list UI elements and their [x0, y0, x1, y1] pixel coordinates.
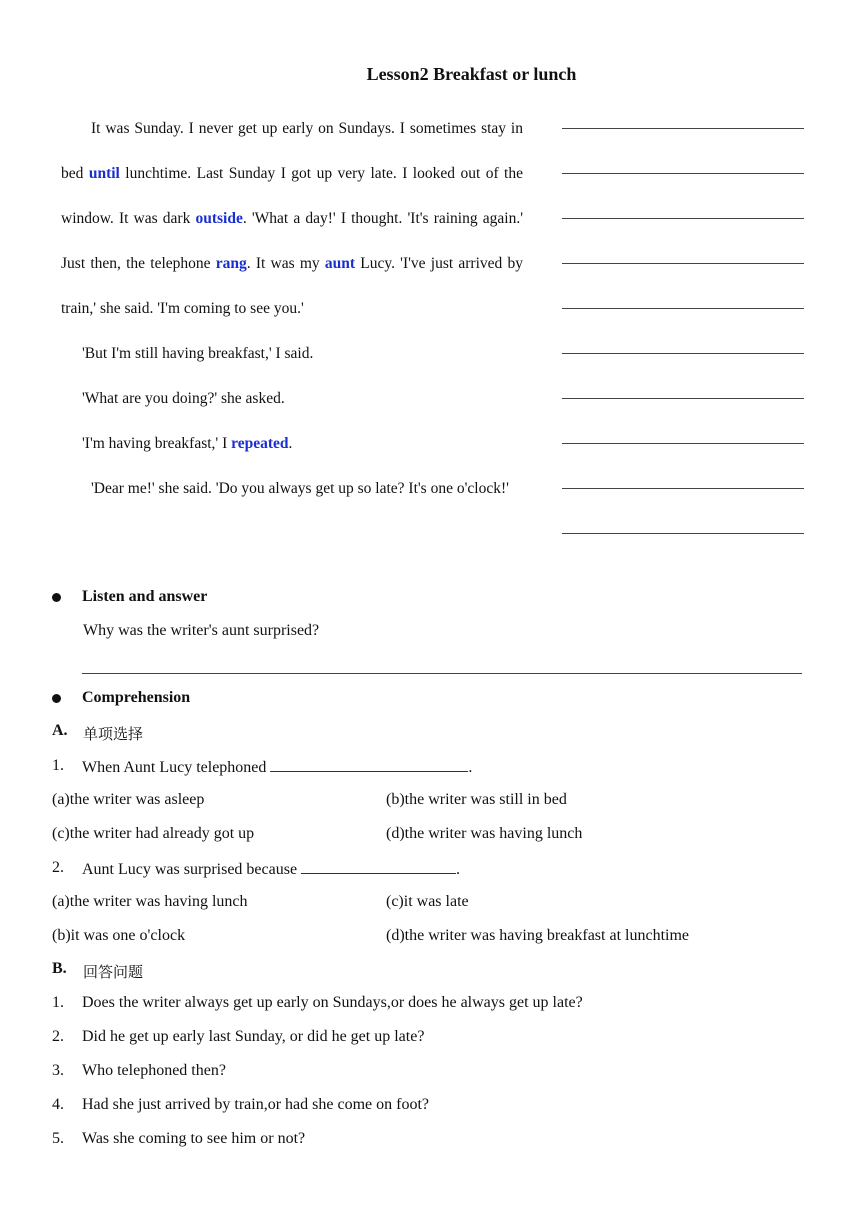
- story-paragraph-4: 'I'm having breakfast,' I repeated.: [82, 435, 293, 452]
- question-number: 4.: [52, 1096, 64, 1113]
- bullet-icon: [52, 593, 61, 602]
- bullet-icon: [52, 694, 61, 703]
- option-c[interactable]: (c)it was late: [386, 893, 469, 910]
- keyword-rang: rang: [215, 255, 247, 272]
- option-b[interactable]: (b)it was one o'clock: [52, 927, 186, 944]
- answer-line[interactable]: [562, 129, 804, 174]
- story-paragraph-5: 'Dear me!' she said. 'Do you always get up so late? It's one o'clock!': [91, 480, 509, 497]
- mc-question-1: When Aunt Lucy telephoned .: [82, 759, 473, 776]
- option-a[interactable]: (a)the writer was having lunch: [52, 893, 248, 910]
- keyword-until: until: [88, 165, 120, 182]
- story-paragraph-2: 'But I'm still having breakfast,' I said.: [82, 345, 314, 362]
- keyword-aunt: aunt: [324, 255, 356, 272]
- open-question: Who telephoned then?: [82, 1062, 226, 1079]
- story-paragraph-1: It was Sunday. I never get up early on Sundays. I sometimes stay in bed until lunchtime. Last Sunday I got up very late. I looked out of the window. It was dark outside. 'What a day!' I thought. 'It's raining again.' Just then, the telephone rang. It was my aunt Lucy. 'I've just arrived by train,' she said. 'I'm coming to see you.': [61, 120, 523, 317]
- option-d[interactable]: (d)the writer was having lunch: [386, 825, 583, 842]
- question-number: 5.: [52, 1130, 64, 1147]
- question-number: 1.: [52, 757, 64, 774]
- answer-line[interactable]: [562, 309, 804, 354]
- question-number: 2.: [52, 859, 64, 876]
- answer-line[interactable]: [562, 219, 804, 264]
- answer-line[interactable]: [562, 399, 804, 444]
- listen-answer-line[interactable]: [82, 673, 802, 674]
- open-question: Did he get up early last Sunday, or did he get up late?: [82, 1028, 425, 1045]
- question-number: 1.: [52, 994, 64, 1011]
- mc-question-2: Aunt Lucy was surprised because .: [82, 861, 461, 878]
- fill-blank[interactable]: [270, 757, 468, 772]
- story-text: [61, 106, 523, 511]
- question-number: 3.: [52, 1062, 64, 1079]
- listen-question: Why was the writer's aunt surprised?: [83, 622, 320, 639]
- answer-line[interactable]: [562, 489, 804, 534]
- story-paragraph-3: 'What are you doing?' she asked.: [82, 390, 285, 407]
- open-question: Does the writer always get up early on Sundays,or does he always get up late?: [82, 994, 583, 1011]
- open-question: Had she just arrived by train,or had she come on foot?: [82, 1096, 430, 1113]
- part-a-title: 单项选择: [83, 725, 144, 743]
- option-b[interactable]: (b)the writer was still in bed: [386, 791, 567, 808]
- option-c[interactable]: (c)the writer had already got up: [52, 825, 255, 842]
- part-b-title: 回答问题: [83, 963, 144, 981]
- option-a[interactable]: (a)the writer was asleep: [52, 791, 205, 808]
- keyword-repeated: repeated: [231, 435, 289, 452]
- listen-heading: Listen and answer: [52, 588, 207, 606]
- part-a-label: A.: [52, 722, 68, 739]
- part-b-label: B.: [52, 960, 67, 977]
- fill-blank[interactable]: [301, 859, 456, 874]
- answer-line[interactable]: [562, 444, 804, 489]
- comprehension-heading: Comprehension: [52, 689, 190, 707]
- page-title: Lesson2 Breakfast or lunch: [366, 64, 577, 84]
- keyword-outside: outside: [195, 210, 243, 227]
- open-question: Was she coming to see him or not?: [82, 1130, 306, 1147]
- answer-line[interactable]: [562, 354, 804, 399]
- question-number: 2.: [52, 1028, 64, 1045]
- answer-line[interactable]: [562, 174, 804, 219]
- translation-lines: [562, 128, 804, 534]
- answer-line[interactable]: [562, 264, 804, 309]
- option-d[interactable]: (d)the writer was having breakfast at lunchtime: [386, 927, 689, 944]
